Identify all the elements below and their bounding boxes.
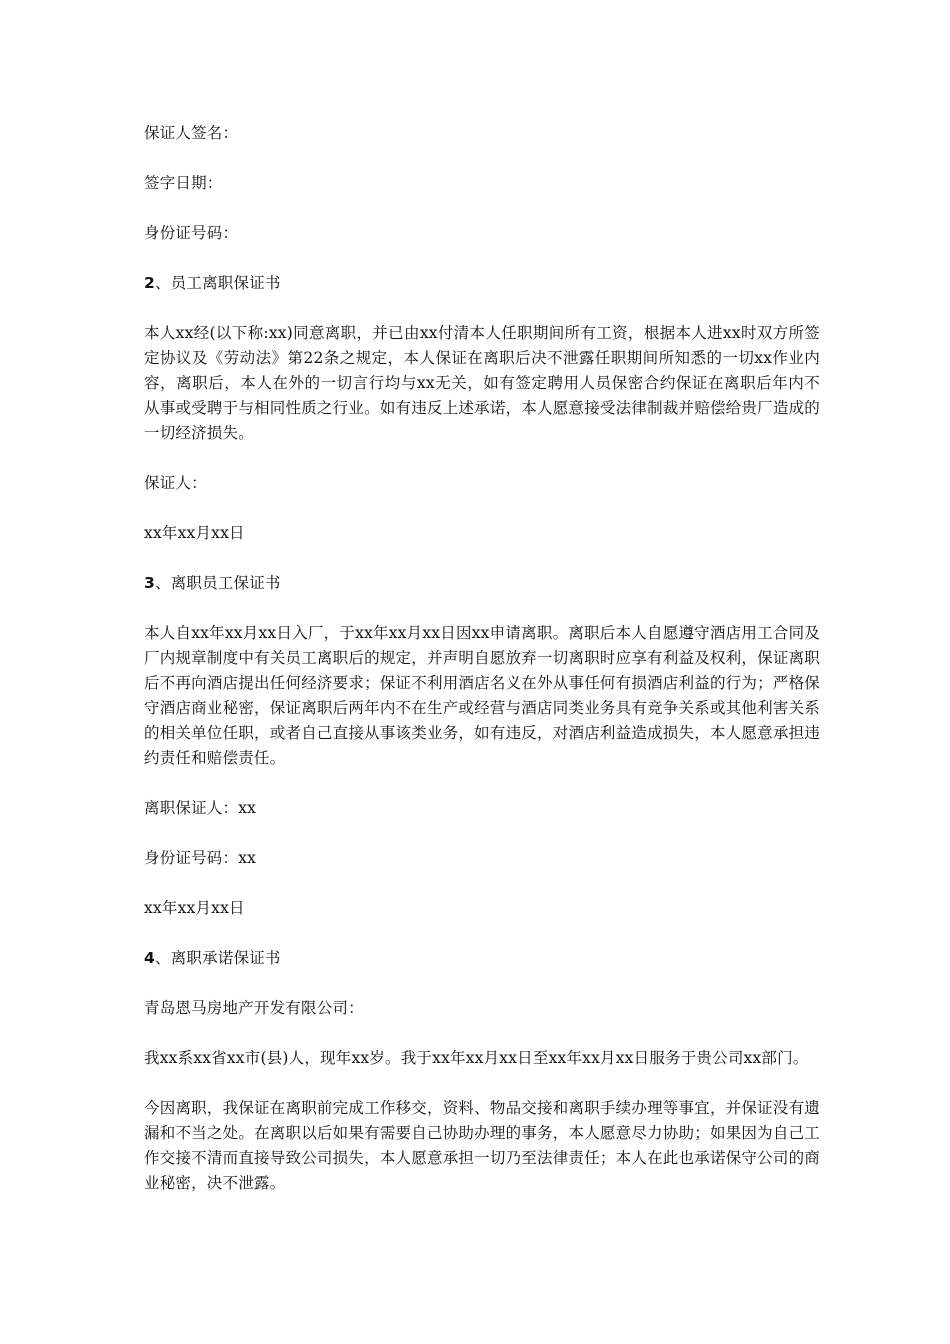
section-3-title: 、离职员工保证书	[155, 574, 281, 592]
section-4-para-2: 今因离职，我保证在离职前完成工作移交，资料、物品交接和离职手续办理等事宜，并保证没有遗漏和不当之处。在离职以后如果有需要自己协助办理的事务，本人愿意尽力协助；如果因为自己工作交接不清而直接导致公司损失，本人愿意承担一切乃至法律责任；本人在此也承诺保守公司的商业秘密，决不泄露。	[144, 1099, 820, 1192]
section-3-body: 本人自xx年xx月xx日入厂，于xx年xx月xx日因xx申请离职。离职后本人自愿遵守酒店用工合同及厂内规章制度中有关员工离职后的规定，并声明自愿放弃一切离职时应享有利益及权利，保证离职后不再向酒店提出任何经济要求；保证不利用酒店名义在外从事任何有损酒店利益的行为；严格保守酒店商业秘密，保证离职后两年内不在生产或经营与酒店同类业务具有竞争关系或其他利害关系的相关单位任职，或者自己直接从事该类业务，如有违反，对酒店利益造成损失，本人愿意承担违约责任和赔偿责任。	[144, 624, 820, 767]
section-3-date: xx年xx月xx日	[144, 899, 245, 917]
section-2-number: 2	[144, 274, 155, 292]
section-4-heading	[144, 946, 820, 971]
document-body	[144, 121, 820, 1221]
section-4-addressee: 青岛恩马房地产开发有限公司：	[144, 999, 364, 1017]
section-3-id-line: 身份证号码：xx	[144, 849, 257, 867]
section-3-guarantor-line: 离职保证人：xx	[144, 799, 257, 817]
section-2-title: 、员工离职保证书	[155, 274, 281, 292]
section-2-guarantor-label: 保证人：	[144, 474, 207, 492]
section-2-heading	[144, 271, 820, 296]
id-number-label: 身份证号码：	[144, 224, 239, 242]
sign-date-label: 签字日期：	[144, 174, 223, 192]
section-3-heading	[144, 571, 820, 596]
signature-label: 保证人签名：	[144, 124, 239, 142]
section-3-number: 3	[144, 574, 155, 592]
section-2-date: xx年xx月xx日	[144, 524, 245, 542]
section-4-para-1: 我xx系xx省xx市(县)人，现年xx岁。我于xx年xx月xx日至xx年xx月xx日服务于贵公司xx部门。	[144, 1049, 809, 1067]
section-4-number: 4	[144, 949, 155, 967]
section-2-body: 本人xx经(以下称:xx)同意离职，并已由xx付清本人任职期间所有工资，根据本人进xx时双方所签定协议及《劳动法》第22条之规定，本人保证在离职后决不泄露任职期间所知悉的一切xx作业内容，离职后，本人在外的一切言行均与xx无关，如有签定聘用人员保密合约保证在离职后年内不从事或受聘于与相同性质之行业。如有违反上述承诺，本人愿意接受法律制裁并赔偿给贵厂造成的一切经济损失。	[144, 324, 820, 442]
section-4-title: 、离职承诺保证书	[155, 949, 281, 967]
